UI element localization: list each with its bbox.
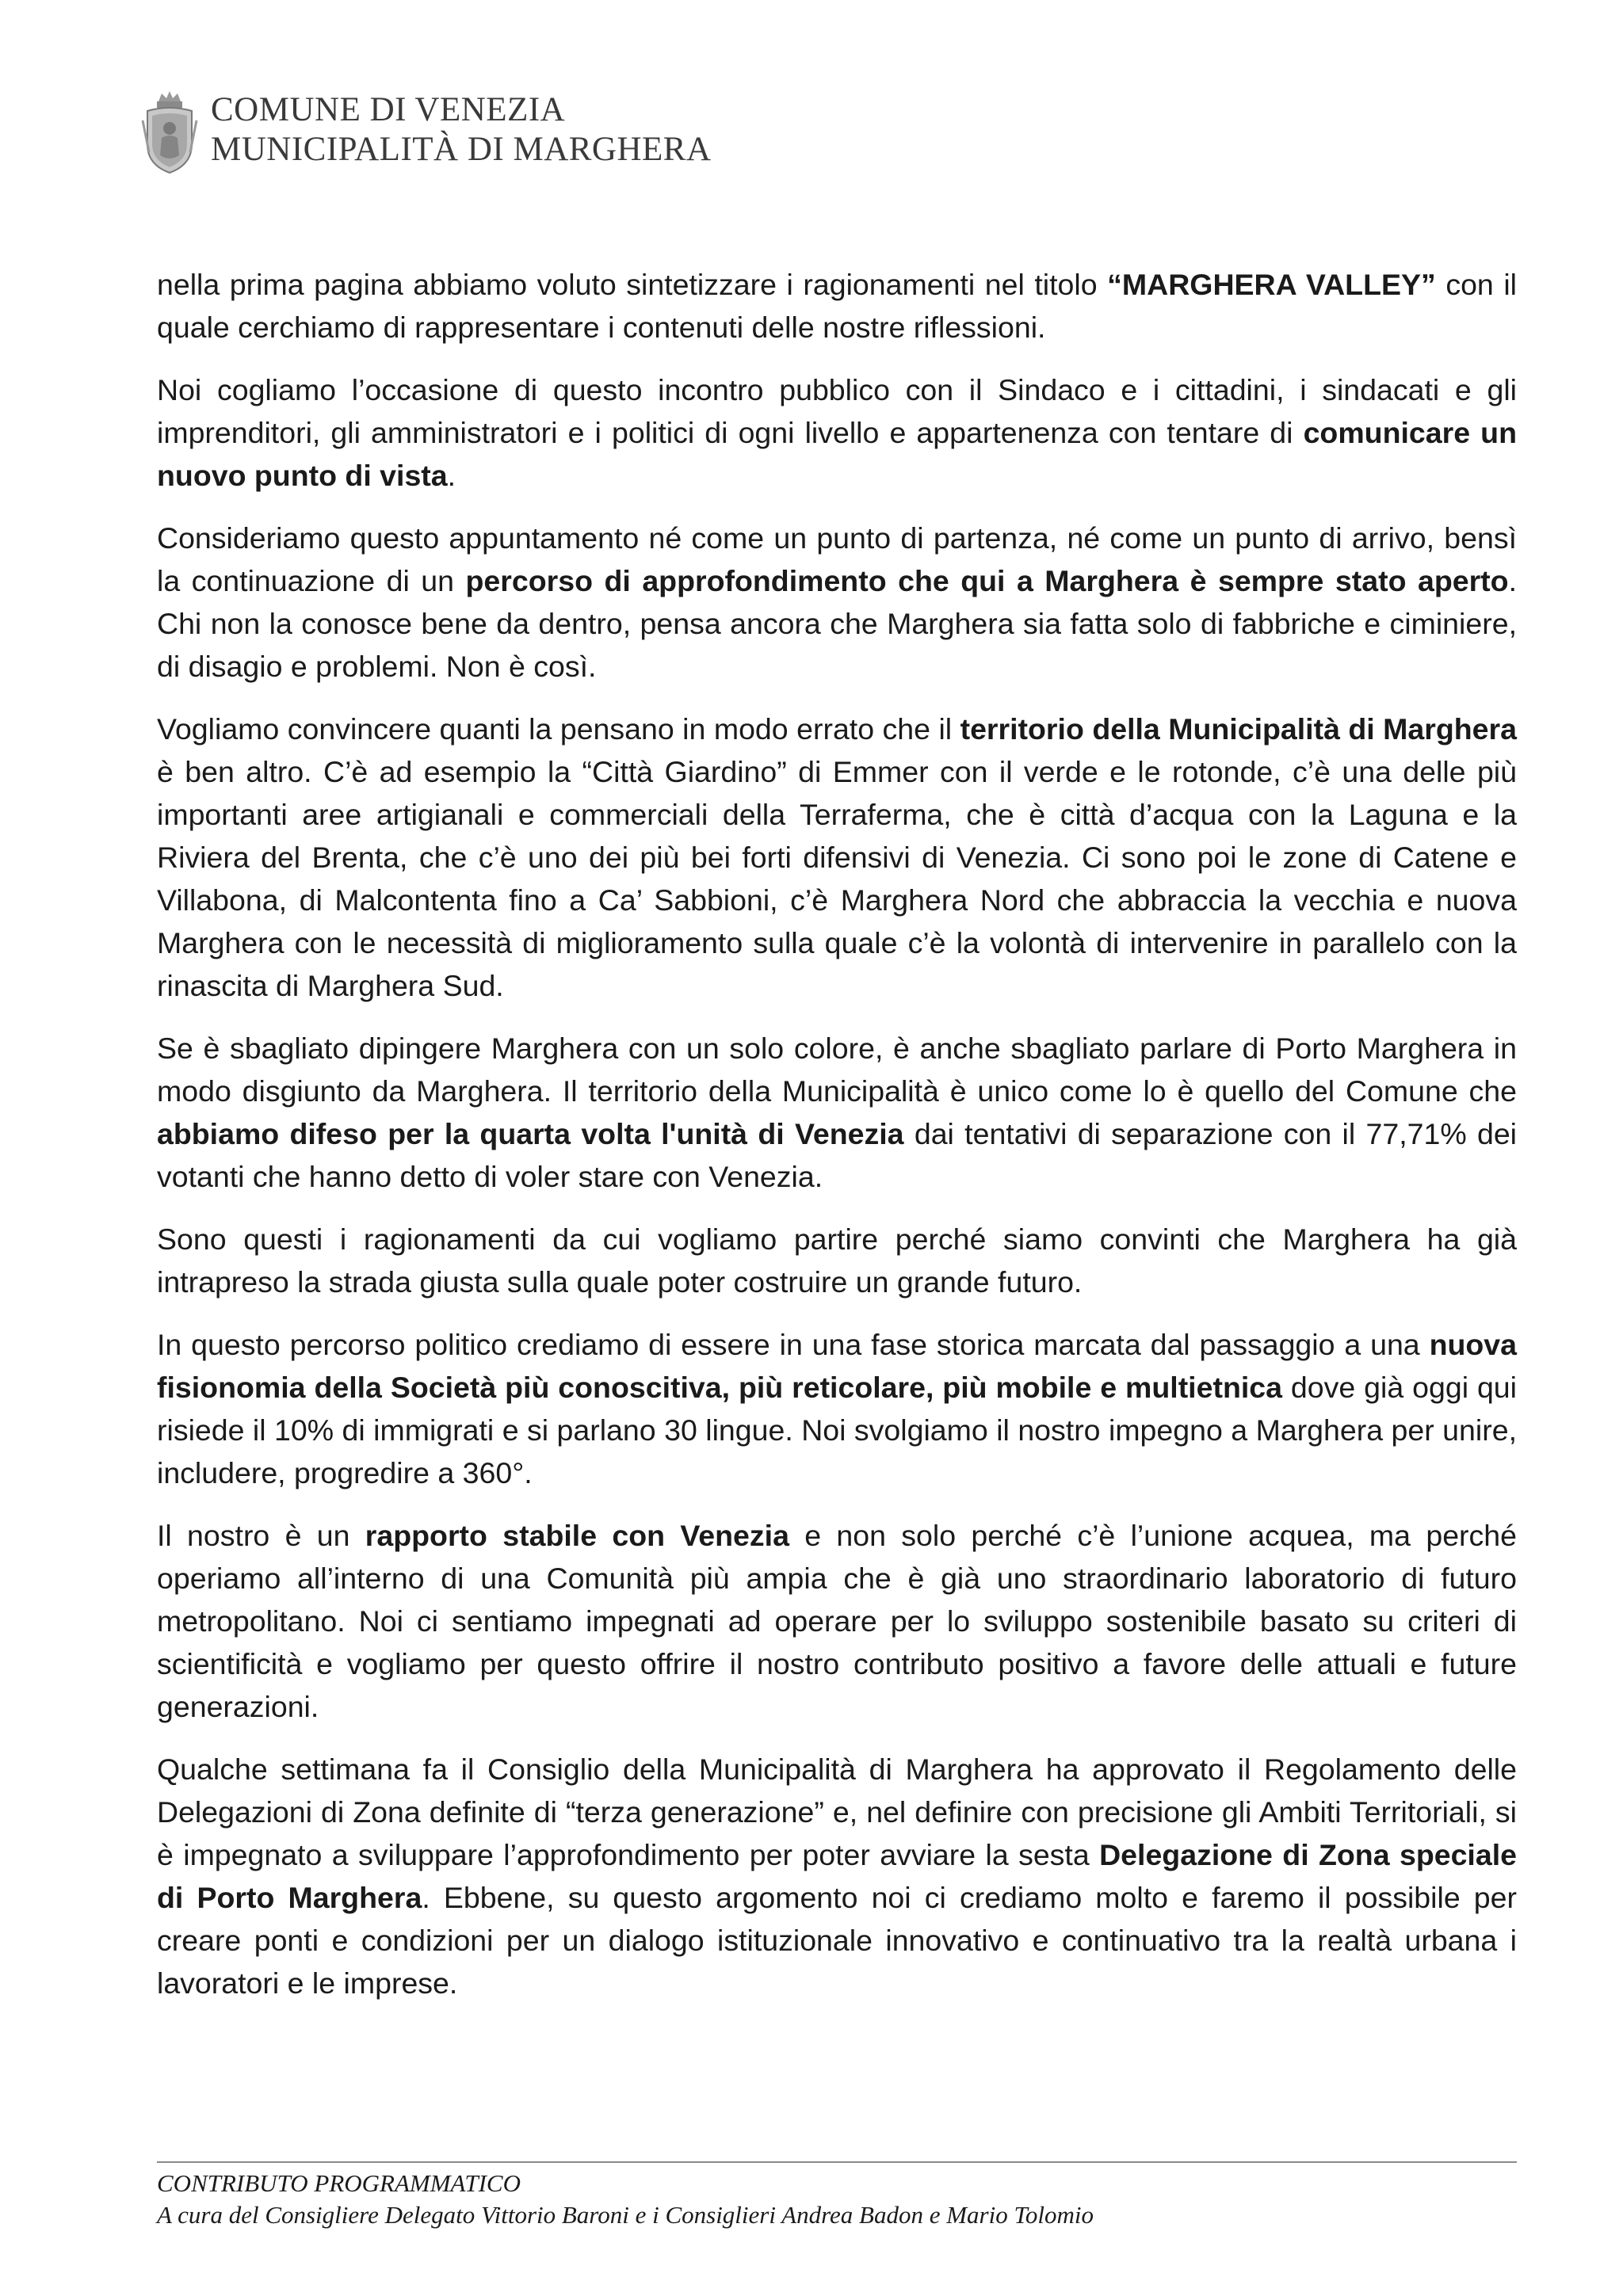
letterhead-line-municipalita: MUNICIPALITÀ DI MARGHERA — [211, 131, 712, 168]
venice-municipality-seal-icon — [141, 89, 198, 176]
footer-divider — [157, 2161, 1517, 2163]
text-run: Consideriamo questo appuntamento né come un punto di partenza, né come un punto di arrivo, bensì la continuazione di un — [157, 521, 1517, 597]
paragraph-6 — [157, 1218, 1517, 1303]
text-run: Vogliamo convincere quanti la pensano in modo errato che il — [157, 712, 960, 746]
bold-text: rapporto stabile con Venezia — [365, 1519, 789, 1552]
paragraph-4 — [157, 707, 1517, 1007]
paragraph-2 — [157, 368, 1517, 497]
footer-title: CONTRIBUTO PROGRAMMATICO — [157, 2169, 521, 2197]
footer-credits: A cura del Consigliere Delegato Vittorio Baroni e i Consiglieri Andrea Badon e Mario Tolomio — [157, 2201, 1094, 2229]
bold-text: “MARGHERA VALLEY” — [1107, 268, 1436, 301]
paragraph-3 — [157, 517, 1517, 688]
text-run: Noi cogliamo l’occasione di questo incontro pubblico con il Sindaco e i cittadini, i sindacati e gli imprenditori, gli amministratori e i politici di ogni livello e appartenenza con tentare di — [157, 373, 1517, 449]
text-run: è ben altro. C’è ad esempio la “Città Giardino” di Emmer con il verde e le rotonde, c’è una delle più importanti aree artigianali e commerciali della Terraferma, che è città d’acqua con la Laguna e la Riviera del Brenta, che c’è uno dei più bei forti difensivi di Venezia. Ci sono poi le zone di Catene e Villabona, di Malcontenta fino a Ca’ Sabbioni, c’è Marghera Nord che abbraccia la vecchia e nuova Marghera con le necessità di miglioramento sulla quale c’è la volontà di intervenire in parallelo con la rinascita di Marghera Sud. — [157, 755, 1517, 1002]
text-run: In questo percorso politico crediamo di essere in una fase storica marcata dal passaggio a una — [157, 1328, 1430, 1361]
bold-text: territorio della Municipalità di Marghera — [960, 712, 1517, 746]
text-run: Il nostro è un — [157, 1519, 365, 1552]
letterhead-line-comune: COMUNE DI VENEZIA — [211, 91, 566, 128]
paragraph-8 — [157, 1514, 1517, 1728]
text-run: dove già oggi qui risiede il 10% di immigrati e si parlano 30 lingue. Noi svolgiamo il nostro impegno a Marghera per unire, includere, progredire a 360°. — [157, 1371, 1517, 1489]
text-run: nella prima pagina abbiamo voluto sintetizzare i ragionamenti nel titolo — [157, 268, 1108, 301]
letterhead-text — [211, 90, 924, 170]
bold-text: Delegazione di Zona speciale di Porto Marghera — [157, 1838, 1517, 1914]
paragraph-7 — [157, 1323, 1517, 1494]
bold-text: nuova fisionomia della Società più conoscitiva, più reticolare, più mobile e multietnica — [157, 1328, 1517, 1404]
text-run: . Ebbene, su questo argomento noi ci crediamo molto e faremo il possibile per creare ponti e condizioni per un dialogo istituzionale innovativo e continuativo tra la realtà urbana i lavoratori e le imprese. — [157, 1881, 1518, 2000]
text-run: dai tentativi di separazione con il 77,71% dei votanti che hanno detto di voler stare con Venezia. — [157, 1117, 1517, 1193]
text-run: . Chi non la conosce bene da dentro, pensa ancora che Marghera sia fatta solo di fabbriche e ciminiere, di disagio e problemi. Non è così. — [157, 564, 1517, 683]
bold-text: percorso di approfondimento che qui a Marghera è sempre stato aperto — [465, 564, 1509, 597]
text-run: Se è sbagliato dipingere Marghera con un solo colore, è anche sbagliato parlare di Porto Marghera in modo disgiunto da Marghera. Il territorio della Municipalità è unico come lo è quello del Comune che — [157, 1032, 1517, 1108]
paragraph-5 — [157, 1027, 1517, 1198]
document-body — [157, 263, 1517, 2024]
text-run: e non solo perché c’è l’unione acquea, ma perché operiamo all’interno di una Comunità più ampia che è già uno straordinario laboratorio di futuro metropolitano. Noi ci sentiamo impegnati ad operare per lo sviluppo sostenibile basato su criteri di scientificità e vogliamo per questo offrire il nostro contributo positivo a favore delle attuali e future generazioni. — [157, 1519, 1517, 1723]
paragraph-1 — [157, 263, 1517, 349]
page-footer — [157, 2168, 1517, 2231]
paragraph-9 — [157, 1748, 1517, 2004]
bold-text: comunicare un nuovo punto di vista — [157, 416, 1517, 492]
text-run: . — [447, 459, 456, 492]
text-run: Qualche settimana fa il Consiglio della Municipalità di Marghera ha approvato il Regolamento delle Delegazioni di Zona definite di “terza generazione” e, nel definire con precisione gli Ambiti Territoriali, si è impegnato a sviluppare l’approfondimento per poter avviare la sesta — [157, 1753, 1517, 1871]
bold-text: abbiamo difeso per la quarta volta l'unità di Venezia — [157, 1117, 904, 1150]
text-run: Sono questi i ragionamenti da cui vogliamo partire perché siamo convinti che Marghera ha già intrapreso la strada giusta sulla quale poter costruire un grande futuro. — [157, 1222, 1517, 1299]
text-run: con il quale cerchiamo di rappresentare i contenuti delle nostre riflessioni. — [157, 268, 1517, 344]
